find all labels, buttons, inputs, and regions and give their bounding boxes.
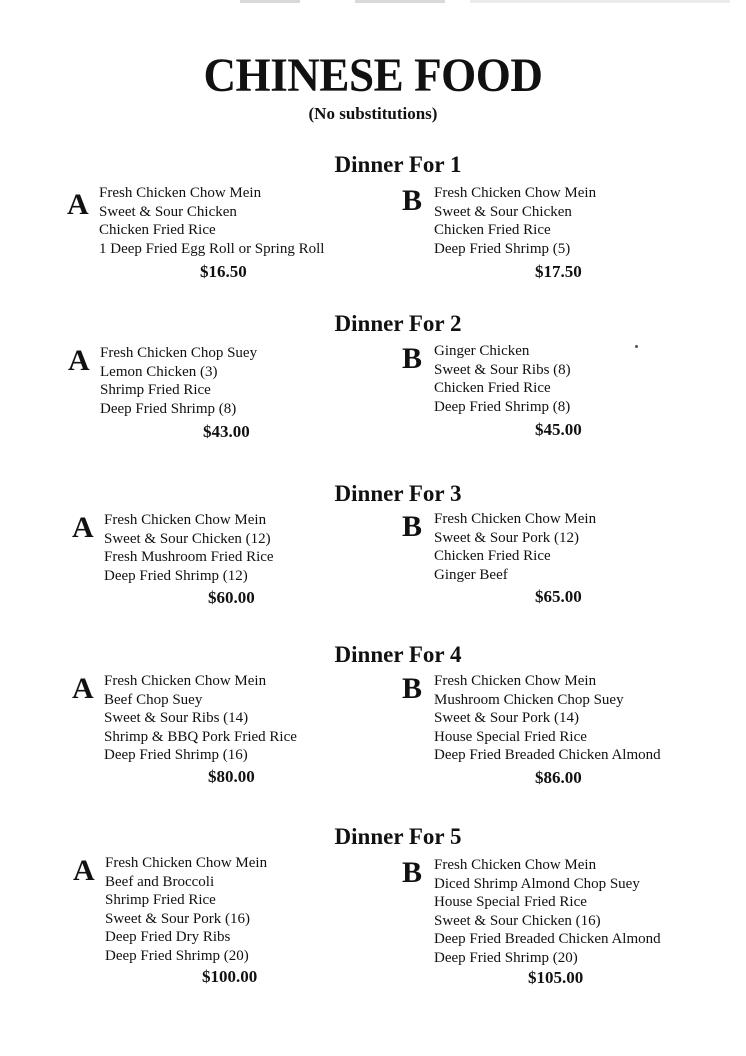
scan-speck [635,345,638,348]
menu-items [104,511,274,585]
menu-item: Sweet & Sour Ribs (8) [434,361,571,378]
menu-item: Ginger Beef [434,566,508,583]
price: $80.00 [208,767,255,786]
menu-items [434,510,596,584]
menu-items [434,184,596,258]
option-letter: A [72,511,94,544]
menu-item: Chicken Fried Rice [434,380,551,397]
menu-item: Deep Fried Breaded Chicken Almond [434,931,661,948]
option-letter: B [402,510,423,543]
menu-items [104,672,297,765]
menu-items [105,854,267,966]
menu-item: Sweet & Sour Pork (12) [434,529,579,546]
scan-edge-mark [355,0,445,3]
menu-item: Shrimp Fried Rice [105,892,216,909]
price: $105.00 [528,968,584,987]
page-subtitle: (No substitutions) [308,104,438,123]
menu-item: Sweet & Sour Chicken (12) [104,530,271,547]
scan-edge-mark [470,0,730,3]
section-heading: Dinner For 2 [334,311,462,336]
option-letter: B [402,342,423,375]
price: $16.50 [200,262,247,281]
menu-item: Fresh Chicken Chow Mein [104,512,267,528]
menu-item: Beef and Broccoli [105,873,215,890]
menu-items [100,344,257,418]
menu-item: Sweet & Sour Chicken [99,203,237,220]
menu-item: Sweet & Sour Chicken (16) [434,912,601,929]
menu-item: Sweet & Sour Pork (14) [434,710,579,727]
menu-item: Fresh Chicken Chow Mein [434,673,597,689]
menu-item: Fresh Chicken Chow Mein [104,673,267,689]
price: $86.00 [535,768,582,787]
menu-item: 1 Deep Fried Egg Roll or Spring Roll [99,240,325,257]
price: $17.50 [535,262,582,281]
menu-item: House Special Fried Rice [434,894,587,911]
menu-item: Deep Fried Dry Ribs [105,929,231,946]
price: $45.00 [535,420,582,439]
menu-item: Deep Fried Shrimp (5) [434,240,571,257]
option-letter: B [402,184,423,217]
option-letter: A [67,188,89,221]
menu-item: Fresh Mushroom Fried Rice [104,549,274,566]
option-letter: A [68,344,90,377]
menu-item: Chicken Fried Rice [434,548,551,565]
menu-item: Deep Fried Shrimp (16) [104,747,248,764]
menu-item: Sweet & Sour Ribs (14) [104,710,249,727]
menu-item: Fresh Chicken Chow Mein [434,511,597,527]
price: $100.00 [202,967,258,986]
menu-items [434,342,571,416]
section-heading: Dinner For 1 [334,152,462,177]
page-title: CHINESE FOOD [203,49,543,102]
menu-item: Shrimp & BBQ Pork Fried Rice [104,728,297,745]
price: $43.00 [203,422,250,441]
menu-item: Lemon Chicken (3) [100,363,218,380]
option-letter: A [72,672,94,705]
menu-item: Diced Shrimp Almond Chop Suey [434,875,640,892]
price: $65.00 [535,587,582,606]
menu-item: Sweet & Sour Chicken [434,203,572,220]
option-letter: A [73,854,95,887]
menu-item: Fresh Chicken Chow Mein [105,855,268,871]
section-heading: Dinner For 5 [334,824,462,849]
section-heading: Dinner For 4 [334,642,462,667]
menu-item: Mushroom Chicken Chop Suey [434,691,624,708]
menu-item: Fresh Chicken Chow Mein [99,185,262,201]
menu-item: Deep Fried Shrimp (12) [104,567,248,584]
menu-item: Fresh Chicken Chow Mein [434,185,597,201]
option-letter: B [402,856,423,889]
menu-item: Deep Fried Shrimp (8) [100,400,237,417]
menu-item: Deep Fried Shrimp (20) [105,947,249,964]
menu-item: House Special Fried Rice [434,728,587,745]
menu-item: Chicken Fried Rice [434,222,551,239]
scan-edge-mark [240,0,300,3]
menu-item: Beef Chop Suey [104,691,203,708]
menu-item: Ginger Chicken [434,343,530,359]
menu-item: Deep Fried Shrimp (8) [434,398,571,415]
menu-item: Fresh Chicken Chow Mein [434,857,597,873]
menu-item: Fresh Chicken Chop Suey [100,345,258,361]
option-letter: B [402,672,423,705]
menu-item: Chicken Fried Rice [99,222,216,239]
price: $60.00 [208,588,255,607]
menu-item: Deep Fried Breaded Chicken Almond [434,747,661,764]
section-heading: Dinner For 3 [334,481,462,506]
menu-items [434,856,661,968]
menu-items [99,184,324,258]
menu-item: Shrimp Fried Rice [100,382,211,399]
menu-items [434,672,661,765]
menu-item: Sweet & Sour Pork (16) [105,910,250,927]
menu-item: Deep Fried Shrimp (20) [434,949,578,966]
